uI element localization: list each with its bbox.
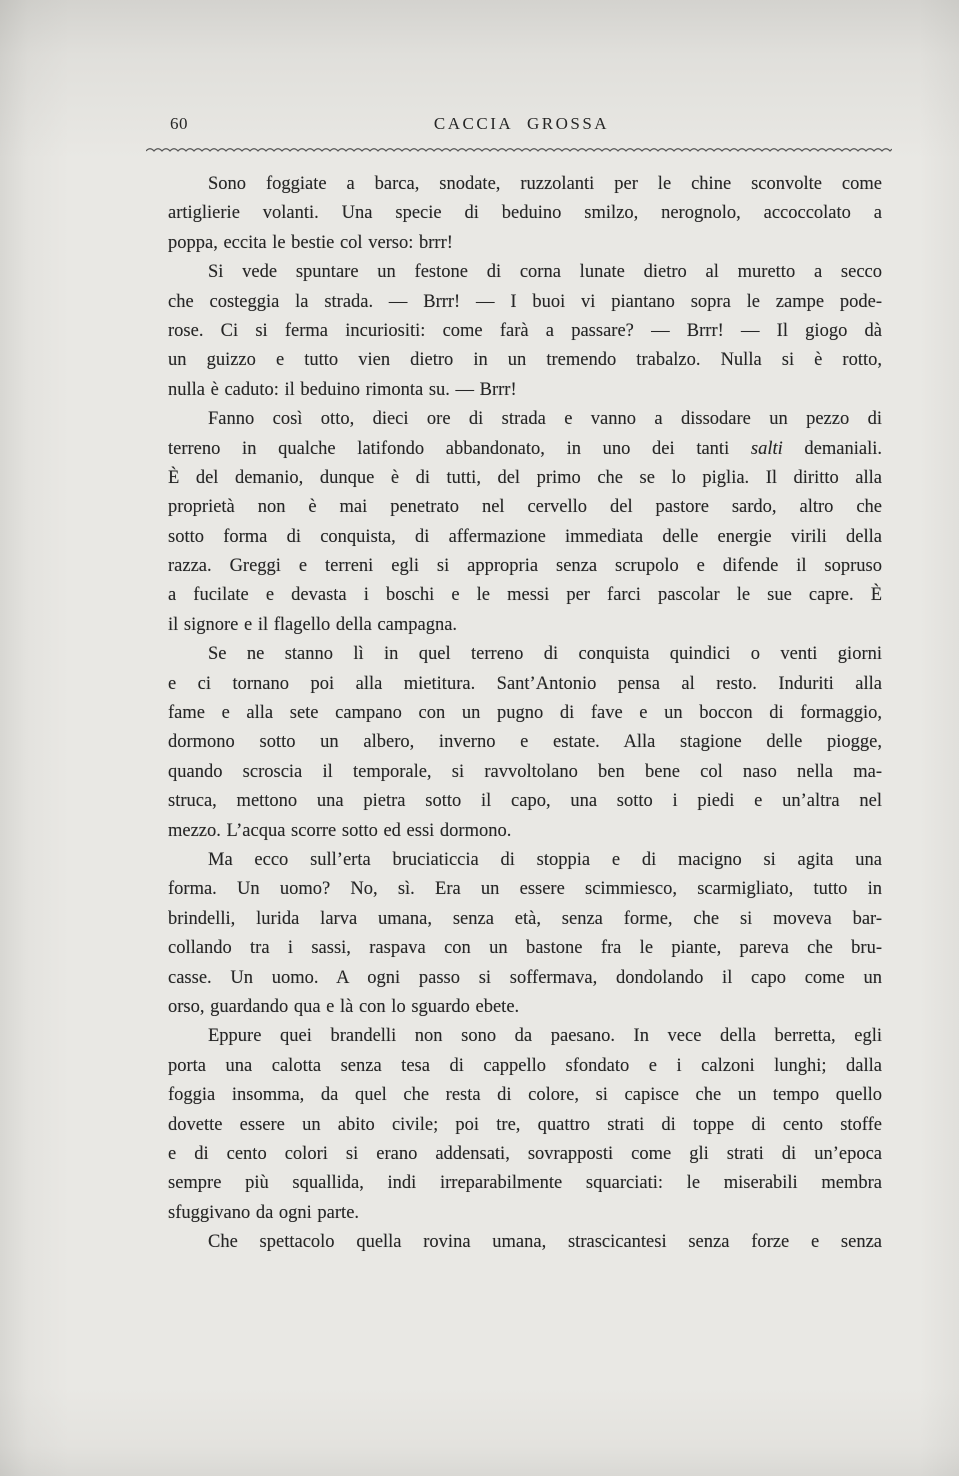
text-line: un guizzo e tutto vien dietro in un tremendo trabalzo. Nulla si è rotto,	[168, 350, 882, 371]
text-line: Sono foggiate a barca, snodate, ruzzolanti per le chine sconvolte come	[208, 174, 882, 194]
text-line: terreno in qualche latifondo abbandonato, in uno dei tanti salti demaniali.	[168, 438, 883, 459]
text-line: Eppure quei brandelli non sono da paesano. In vece della berretta, egli	[208, 1026, 882, 1047]
paragraph	[168, 1022, 882, 1228]
text-line: Se ne stanno lì in quel terreno di conquista quindici o venti giorni	[208, 644, 882, 665]
page-content	[168, 0, 882, 1257]
text-line: a fucilate e devasta i boschi e le messi per farci pascolar le sue capre. È	[168, 585, 882, 606]
text-line: dovette essere un abito civile; poi tre, quattro strati di toppe di cento stoffe	[168, 1114, 882, 1135]
paragraph	[168, 258, 882, 405]
text-line: orso, guardando qua e là con lo sguardo ebete.	[168, 996, 520, 1017]
page-header	[168, 114, 882, 138]
text-line: che costeggia la strada. — Brrr! — I buoi vi piantano sopra le zampe pode-	[168, 291, 882, 312]
text-line: È del demanio, dunque è di tutti, del primo che se lo piglia. Il diritto alla	[168, 467, 882, 488]
wavy-divider	[146, 146, 892, 156]
text-line: sfuggivano da ogni parte.	[168, 1202, 360, 1223]
text-line: foggia insomma, da quel che resta di colore, si capisce che un tempo quello	[168, 1085, 882, 1106]
page-body	[168, 170, 882, 1257]
text-line: collando tra i sassi, raspava con un bastone fra le piante, pareva che bru-	[168, 938, 882, 959]
paragraph	[168, 405, 882, 640]
text-line: nulla è caduto: il beduino rimonta su. — Brrr!	[168, 379, 517, 400]
page-number: 60	[170, 114, 188, 133]
paragraph	[168, 170, 882, 258]
text-line: Fanno così otto, dieci ore di strada e vanno a dissodare un pezzo di	[208, 409, 882, 430]
paragraph	[168, 1228, 882, 1257]
text-line: struca, mettono una pietra sotto il capo, una sotto i piedi e un’altra nel	[168, 791, 882, 812]
text-line: e di cento colori si erano addensati, sovrapposti come gli strati di un’epoca	[168, 1143, 882, 1164]
text-line: Che spettacolo quella rovina umana, strascicantesi senza forze e senza	[208, 1232, 882, 1253]
text-line: il signore e il flagello della campagna.	[168, 614, 458, 635]
text-line: artiglierie volanti. Una specie di beduino smilzo, nerognolo, accoccolato a	[168, 203, 882, 224]
text-line: proprietà non è mai penetrato nel cervello del pastore sardo, altro che	[168, 497, 882, 518]
text-line: casse. Un uomo. A ogni passo si soffermava, dondolando il capo come un	[168, 967, 882, 988]
text-line: poppa, eccita le bestie col verso: brrr!	[168, 232, 453, 253]
text-line: rose. Ci si ferma incuriositi: come farà a passare? — Brrr! — Il giogo dà	[168, 320, 882, 341]
text-line: sotto forma di conquista, di affermazione immediata delle energie virili della	[168, 526, 882, 547]
paragraph	[168, 640, 882, 846]
text-line: quando scroscia il temporale, si ravvoltolano ben bene col naso nella ma-	[168, 761, 882, 782]
text-line: mezzo. L’acqua scorre sotto ed essi dormono.	[168, 820, 512, 841]
running-title: CACCIA GROSSA	[433, 114, 610, 133]
text-line: forma. Un uomo? No, sì. Era un essere scimmiesco, scarmigliato, tutto in	[168, 879, 882, 900]
text-line: sempre più squallida, indi irreparabilmente squarciati: le miserabili membra	[168, 1173, 882, 1194]
paragraph	[168, 846, 882, 1022]
text-line: fame e alla sete campano con un pugno di fave e un boccon di formaggio,	[168, 703, 882, 724]
text-line: brindelli, lurida larva umana, senza età, senza forme, che si moveva bar-	[168, 908, 882, 929]
text-line: Si vede spuntare un festone di corna lunate dietro al muretto a secco	[208, 262, 882, 283]
text-line: razza. Greggi e terreni egli si appropria senza scrupolo e difende il sopruso	[168, 556, 882, 577]
text-line: e ci tornano poi alla mietitura. Sant’Antonio pensa al resto. Induriti alla	[168, 673, 882, 694]
text-line: dormono sotto un albero, inverno e estate. Alla stagione delle piogge,	[168, 732, 882, 753]
text-line: Ma ecco sull’erta bruciaticcia di stoppia e di macigno si agita una	[208, 849, 882, 870]
text-line: porta una calotta senza tesa di cappello sfondato e i calzoni lunghi; dalla	[168, 1055, 882, 1076]
